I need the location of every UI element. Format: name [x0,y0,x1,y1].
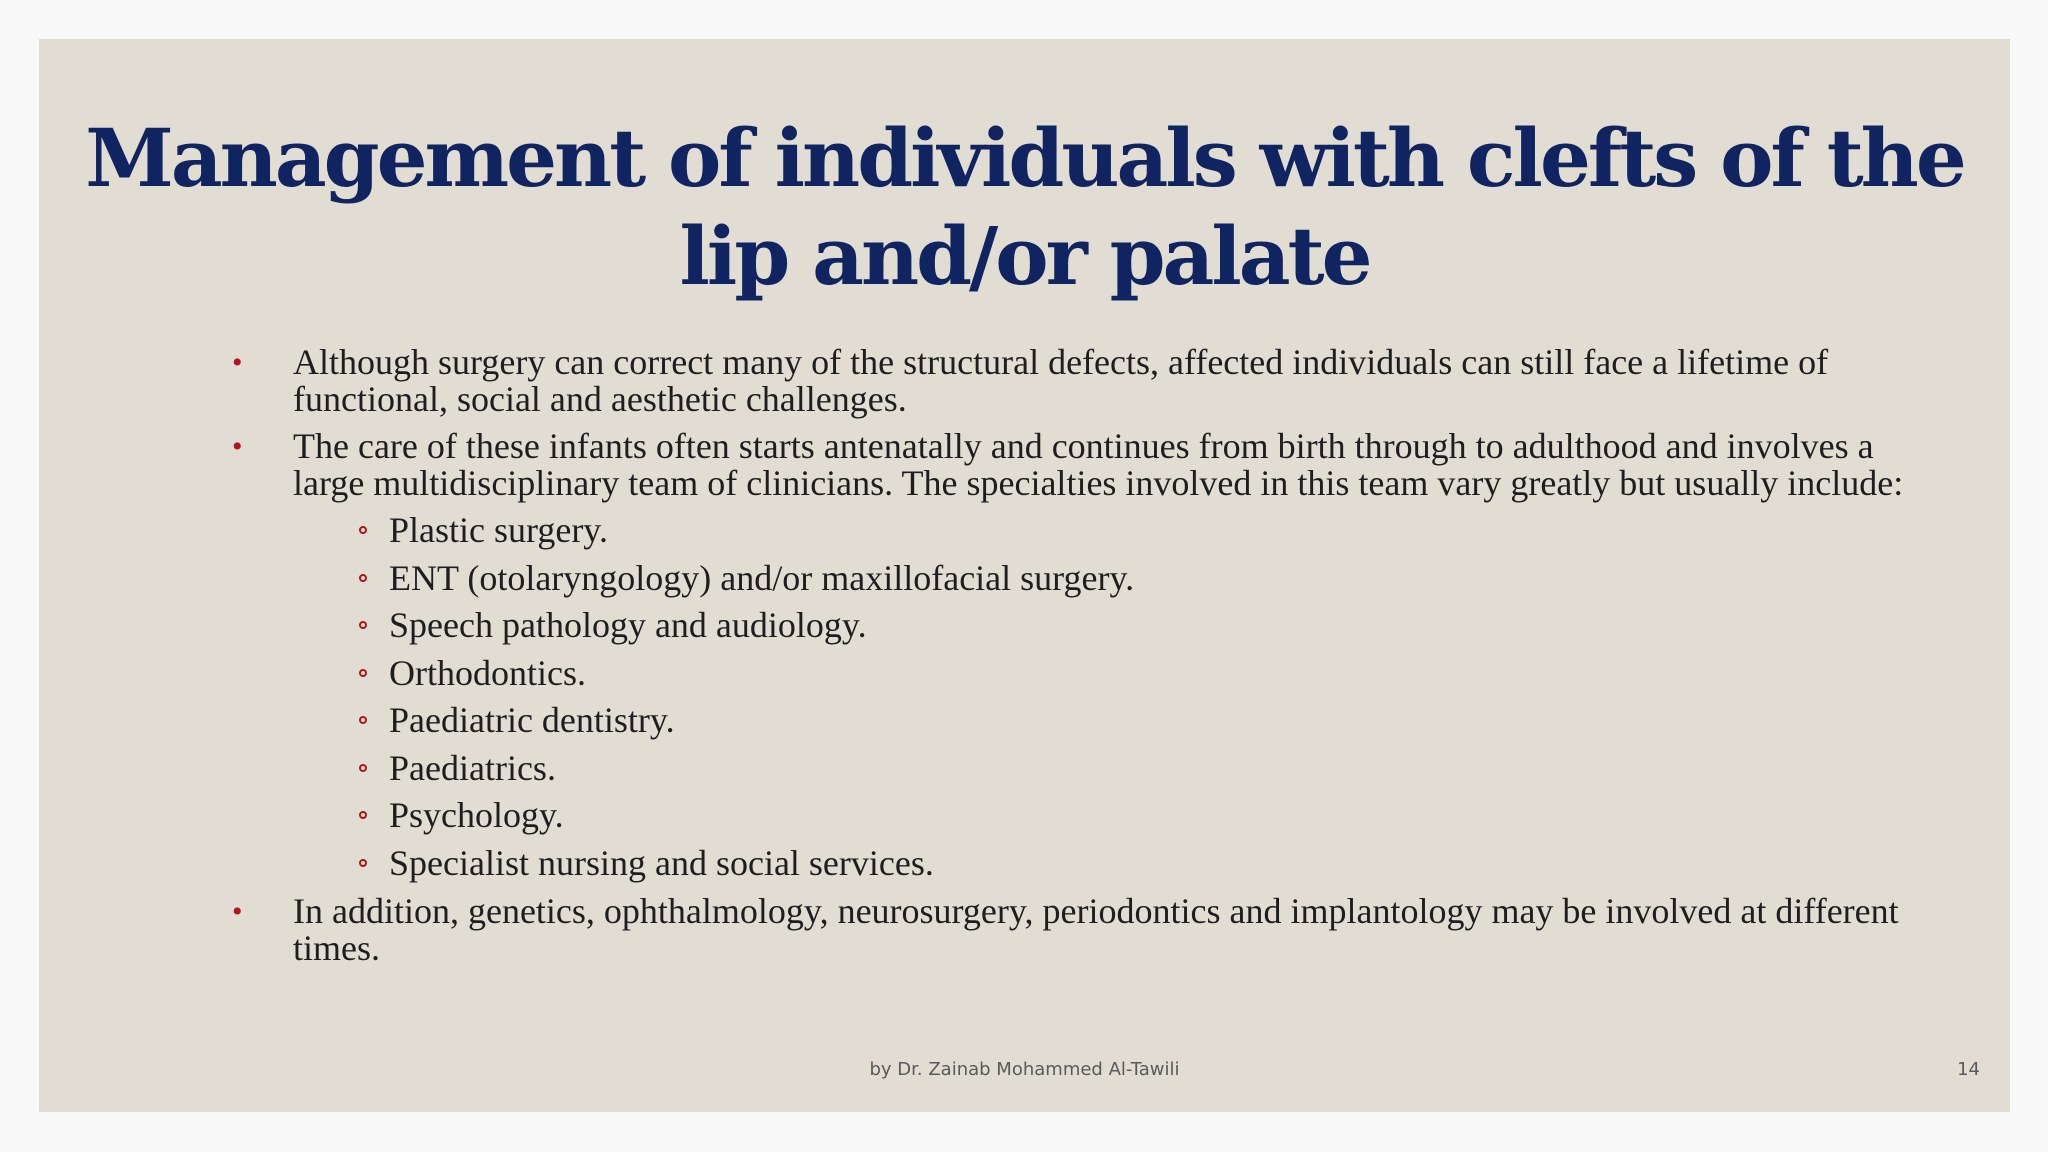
bullet-item [189,428,1909,502]
title-line-2: lip and/or palate [679,209,1370,303]
ring-bullet-icon [359,621,367,629]
slide-title [39,109,2010,305]
bullet-dot-icon: • [232,430,243,463]
sub-item [189,557,1909,598]
bullet-item [189,344,1909,418]
sub-item-text: Speech pathology and audiology. [389,605,867,645]
sub-item [189,607,1909,644]
bullet-item [189,890,1909,968]
sub-item [189,797,1909,834]
ring-bullet-icon [359,574,367,582]
bullet-dot-icon: • [232,346,243,379]
ring-bullet-icon [359,811,367,819]
sub-item-text: Psychology. [389,795,564,835]
ring-bullet-icon [359,716,367,724]
ring-bullet-icon [359,859,367,867]
sub-item-text: ENT (otolaryngology) and/or maxillofacial surgery. [389,557,1135,598]
bullet-dot-icon: • [232,894,243,928]
sub-item-text: Orthodontics. [389,652,586,693]
sub-list [189,512,1909,882]
sub-item-text: Paediatrics. [389,747,556,788]
sub-item [189,842,1909,883]
slide-footer: by Dr. Zainab Mohammed Al-Tawili [869,1059,1180,1080]
ring-bullet-icon [359,669,367,677]
slide-page-number: 14 [1957,1059,1980,1080]
sub-item [189,702,1909,739]
sub-item-text: Plastic surgery. [389,510,608,550]
slide-body [189,344,1909,977]
bullet-text: In addition, genetics, ophthalmology, neurosurgery, periodontics and implantology may be involved at different times. [293,890,1899,968]
sub-item-text: Paediatric dentistry. [389,700,675,740]
sub-item [189,747,1909,788]
slide [39,39,2010,1112]
ring-bullet-icon [359,526,367,534]
bullet-text: Although surgery can correct many of the structural defects, affected individuals can still face a lifetime of functional, social and aesthetic challenges. [293,342,1829,419]
bullet-text: The care of these infants often starts antenatally and continues from birth through to adulthood and involves a large multidisciplinary team of clinicians. The specialties involved in this team vary greatly but usually include: [293,426,1904,503]
sub-item [189,652,1909,693]
title-line-1: Management of individuals with clefts of the [85,111,1964,205]
sub-item [189,512,1909,549]
sub-item-text: Specialist nursing and social services. [389,842,934,883]
ring-bullet-icon [359,764,367,772]
